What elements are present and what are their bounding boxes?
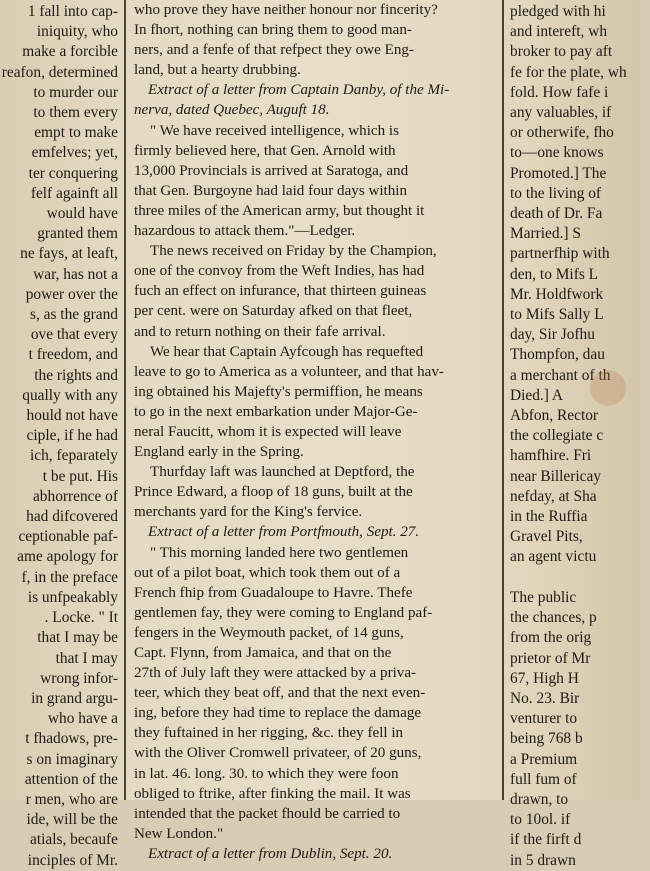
text-line: . Locke. " It	[44, 609, 118, 627]
text-line: 13,000 Provincials is arrived at Saratoga, and	[134, 162, 409, 179]
text-line: being 768 b	[510, 730, 583, 748]
text-line: French fhip from Guadaloupe to Havre. Thefe	[134, 584, 413, 601]
text-line: den, to Mifs L	[510, 265, 599, 283]
text-line: to murder our	[33, 83, 118, 101]
text-line: any valuables, if	[510, 104, 612, 122]
text-line: is unfpeakably	[27, 588, 118, 606]
text-line: pledged with hi	[510, 3, 606, 20]
text-line: or otherwife, fho	[510, 124, 614, 142]
text-line: fengers in the Weymouth packet, of 14 guns,	[134, 624, 404, 641]
text-line: make a forcible	[22, 43, 118, 61]
text-line: inciples of Mr.	[27, 851, 118, 869]
article1-body	[134, 121, 500, 242]
text-line: they fuftained in her rigging, &c. they fell in	[134, 725, 404, 742]
text-line: abhorrence of	[32, 487, 118, 505]
text-line: leave to go to America as a volunteer, and that hav-	[134, 363, 444, 380]
text-line: had difcovered	[26, 508, 118, 526]
text-line: one of the convoy from the Weft Indies, has had	[134, 263, 425, 280]
text-line: the chances, p	[510, 609, 597, 627]
text-line: r men, who are	[25, 790, 118, 808]
text-line: ceptionable paf-	[18, 528, 118, 546]
text-line: Abfon, Rector	[510, 407, 599, 425]
text-line: firmly believed here, that Gen. Arnold with	[134, 142, 396, 159]
text-line: intended that the packet fhould be carried to	[134, 805, 401, 822]
text-line: in grand argu-	[31, 689, 118, 707]
text-line: iniquity, who	[36, 23, 118, 41]
text-line: three miles of the American army, but thought it	[134, 202, 425, 219]
text-line: who have a	[47, 710, 118, 728]
text-line: " We have received intelligence, which is	[150, 122, 400, 139]
text-line: from the orig	[510, 629, 592, 647]
text-line: ter conquering	[28, 164, 118, 182]
text-line: to 10ol. if	[510, 811, 571, 829]
text-line: ide, will be the	[26, 811, 118, 829]
text-line: partnerfhip with	[510, 245, 610, 263]
paragraph-4	[134, 462, 500, 522]
text-line: atials, becaufe	[29, 831, 118, 849]
text-line: the collegiate c	[510, 427, 604, 445]
text-line: in the Ruffia	[510, 508, 588, 526]
paragraph-2	[134, 241, 500, 341]
text-line: England early in the Spring.	[134, 444, 304, 461]
text-line: emfelves; yet,	[31, 144, 118, 162]
text-line: fuch an effect on infurance, that thirteen guineas	[134, 283, 427, 300]
text-line: a Premium	[510, 750, 578, 768]
text-line: ame apology for	[17, 548, 118, 566]
text-line: t freedom, and	[28, 346, 118, 364]
top-lines	[134, 0, 500, 80]
text-line: land, but a hearty drubbing.	[134, 62, 301, 79]
text-line: Died.] A	[510, 386, 564, 404]
text-line: ciple, if he had	[26, 427, 118, 445]
text-line: t be put. His	[42, 467, 118, 485]
text-line: and intereft, wh	[510, 23, 608, 41]
text-line: war, has not a	[33, 265, 118, 283]
text-line: obliged to ftrike, after finking the mail. It was	[134, 785, 411, 802]
column-rule-left	[124, 0, 126, 800]
text-line: out of a pilot boat, which took them out of a	[134, 564, 401, 581]
text-line: near Billericay	[510, 467, 602, 485]
middle-column	[134, 0, 500, 862]
text-line: ove that every	[30, 326, 118, 344]
text-line: nefday, at Sha	[510, 487, 597, 505]
text-line: reafon, determined	[1, 63, 118, 81]
text-line: Married.] S	[510, 225, 581, 243]
text-line: t fhadows, pre-	[25, 730, 118, 748]
text-line: s, as the grand	[29, 306, 118, 324]
text-line: to the living of	[510, 184, 602, 202]
text-line: 67, High H	[510, 669, 579, 687]
text-line: 1 fall into cap-	[27, 3, 118, 20]
text-line: s on imaginary	[26, 750, 118, 768]
text-line: neral Faucitt, whom it is expected will leave	[134, 423, 402, 440]
text-line: In fhort, nothing can bring them to good man-	[134, 22, 412, 39]
text-line: prietor of Mr	[510, 649, 591, 667]
text-line: in 5 drawn	[510, 851, 576, 869]
text-line: in lat. 46. long. 30. to which they were foon	[134, 765, 399, 782]
text-line: ich, feparately	[29, 447, 118, 465]
text-line: to go in the next embarkation under Major-Ge-	[134, 403, 418, 420]
text-line: Thurfday laft was launched at Deptford, the	[150, 464, 415, 481]
text-line: Thompfon, dau	[510, 346, 605, 364]
text-line: f, in the preface	[21, 568, 118, 586]
text-line: New London."	[134, 825, 224, 842]
text-line: merchants yard for the King's fervice.	[134, 504, 363, 521]
text-line: empt to make	[34, 124, 118, 142]
text-line: teer, which they beat off, and that the next even-	[134, 685, 426, 702]
article1-heading	[134, 80, 500, 120]
text-line: to Mifs Sally L	[510, 306, 604, 324]
text-line: felf againft all	[30, 184, 118, 202]
text-line: a merchant of th	[510, 366, 611, 384]
text-line: day, Sir Jofhu	[510, 326, 595, 344]
text-line: qually with any	[22, 386, 118, 404]
article2-body	[134, 543, 500, 844]
text-line: power over the	[25, 285, 118, 303]
text-line: venturer to	[510, 710, 578, 728]
text-line: that I may be	[37, 629, 118, 647]
text-line: to—one knows	[510, 144, 604, 162]
text-line: hould not have	[26, 407, 118, 425]
text-line: and to return nothing on their fafe arrival.	[134, 323, 386, 340]
text-line: 27th of July laft they were attacked by a priva-	[134, 665, 417, 682]
text-line: No. 23. Bir	[510, 689, 580, 707]
left-column	[0, 0, 118, 869]
text-line: ing, before they had time to replace the damage	[134, 705, 422, 722]
text-line: fold. How fafe i	[510, 83, 609, 101]
text-line: hazardous to attack them."—Ledger.	[134, 223, 356, 240]
text-line: ners, and a fenfe of that refpect they owe Eng-	[134, 42, 414, 59]
text-line: Prince Edward, a floop of 18 guns, built at the	[134, 484, 413, 501]
text-line: nerva, dated Quebec, Auguft 18.	[134, 102, 330, 119]
text-line: Gravel Pits,	[510, 528, 583, 546]
text-line: if the firft d	[510, 831, 582, 849]
column-rule-right	[502, 0, 504, 800]
text-line: that Gen. Burgoyne had laid four days within	[134, 182, 408, 199]
text-line: " This morning landed here two gentlemen	[150, 544, 409, 561]
text-line: who prove they have neither honour nor fincerity?	[134, 2, 438, 18]
text-line: The public	[510, 588, 577, 606]
text-line: hamfhire. Fri	[510, 447, 592, 465]
text-line: gentlemen fay, they were coming to England paf-	[134, 604, 433, 621]
text-line: Extract of a letter from Dublin, Sept. 20.	[148, 845, 393, 862]
text-line: an agent victu	[510, 548, 597, 566]
text-line: fe for the plate, wh	[510, 63, 627, 81]
text-line: death of Dr. Fa	[510, 205, 603, 223]
text-line: Mr. Holdfwork	[510, 285, 604, 303]
text-line: wrong infor-	[40, 669, 118, 687]
text-line: ing obtained his Majefty's permiffion, he means	[134, 383, 423, 400]
text-line: drawn, to	[510, 790, 569, 808]
text-line: We hear that Captain Ayfcough has requefted	[150, 343, 424, 360]
text-line: The news received on Friday by the Champion,	[150, 243, 437, 260]
text-line: attention of the	[24, 770, 118, 788]
text-line: full fum of	[510, 770, 577, 788]
text-line: Extract of a letter from Captain Danby, of the Mi-	[148, 82, 450, 99]
article3-heading	[134, 844, 500, 864]
text-line: the rights and	[34, 366, 118, 384]
right-column	[510, 0, 650, 869]
text-line: broker to pay aft	[510, 43, 613, 61]
text-line: would have	[46, 205, 118, 223]
text-line: granted them	[37, 225, 118, 243]
text-line: ne fays, at leaft,	[20, 245, 118, 263]
text-line: that I may	[55, 649, 118, 667]
text-line: per cent. were on Saturday afked on that fleet,	[134, 303, 413, 320]
text-line: with the Oliver Cromwell privateer, of 20 guns,	[134, 745, 422, 762]
text-line: Promoted.] The	[510, 164, 607, 182]
text-line: to them every	[33, 104, 118, 122]
paragraph-3	[134, 342, 500, 463]
paper-stain	[590, 370, 626, 406]
text-line: Capt. Flynn, from Jamaica, and that on the	[134, 645, 392, 661]
article2-heading	[134, 522, 500, 542]
text-line	[510, 568, 650, 588]
text-line: Extract of a letter from Portfmouth, Sept. 27.	[148, 524, 420, 541]
